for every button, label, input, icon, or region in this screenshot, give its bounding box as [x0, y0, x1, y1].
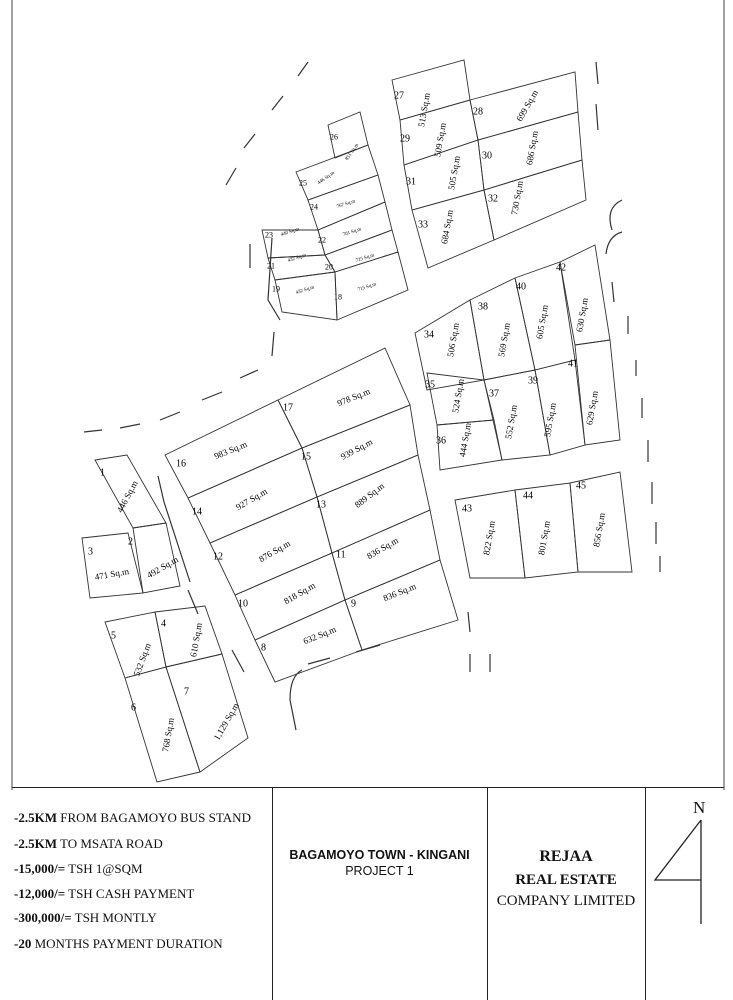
- plot-number: 30: [482, 150, 492, 162]
- plot-45: [570, 472, 632, 572]
- plot-number: 23: [265, 230, 273, 240]
- plot-area-label: 836 Sq.m: [365, 535, 400, 562]
- plot-area-label: 513 Sq.m: [416, 91, 432, 128]
- plot-37: [484, 370, 550, 460]
- plot-number: 44: [523, 490, 533, 502]
- plot-6: [125, 667, 200, 782]
- plot-number: 7: [184, 686, 189, 698]
- plot-16: [165, 400, 302, 498]
- plot-boundary: [296, 145, 378, 200]
- plot-area-label: 876 Sq.m: [257, 538, 292, 565]
- plot-area-label: 1,129 Sq.m: [211, 701, 241, 742]
- plot-number: 22: [318, 235, 326, 245]
- project-subtitle: PROJECT 1: [345, 864, 414, 878]
- plot-area-label: 629 Sq.m: [584, 389, 600, 426]
- plot-area-label: 505 Sq.m: [446, 154, 462, 191]
- plot-15: [301, 405, 418, 497]
- plot-30: [478, 112, 582, 190]
- plot-area-label: 836 Sq.m: [381, 581, 418, 604]
- plot-number: 32: [488, 193, 498, 205]
- info-line-2: -2.5KM TO MSATA ROAD: [14, 836, 163, 851]
- plot-area-label: 440 Sq.m: [280, 227, 301, 238]
- project-title: BAGAMOYO TOWN - KINGANI: [289, 848, 470, 862]
- plot-boundary: [125, 667, 200, 782]
- north-arrow-icon: [645, 814, 725, 934]
- plot-area-label: 978 Sq.m: [335, 386, 372, 409]
- plot-22: [318, 202, 392, 255]
- plot-area-label: 552 Sq.m: [503, 403, 519, 440]
- plot-25: [296, 145, 378, 200]
- plot-number: 38: [478, 301, 488, 313]
- plot-number: 11: [336, 549, 346, 561]
- plot-3: [82, 533, 143, 598]
- plot-40: [515, 262, 575, 370]
- plot-boundary: [317, 455, 430, 553]
- plot-4: [155, 606, 222, 667]
- plot-area-label: 715 Sq.m: [357, 282, 378, 293]
- info-line-3: -15,000/= TSH 1@SQM: [14, 861, 143, 876]
- plot-number: 1: [100, 467, 105, 479]
- plot-number: 13: [316, 499, 326, 511]
- plot-number: 39: [528, 375, 538, 387]
- plot-number: 10: [238, 598, 248, 610]
- plot-26: [328, 112, 368, 162]
- plot-area-label: 492 Sq.m: [145, 554, 180, 581]
- plot-44: [515, 483, 578, 578]
- plot-number: 31: [406, 176, 416, 188]
- info-panel: [10, 788, 273, 1000]
- plot-area-label: 446 Sq.m: [114, 478, 140, 515]
- plot-39: [528, 360, 585, 455]
- plot-boundary: [82, 533, 143, 598]
- plot-number: 6: [131, 702, 136, 714]
- plot-number: 34: [424, 329, 434, 341]
- plot-area-label: 506 Sq.m: [445, 321, 461, 358]
- plot-number: 2: [128, 536, 133, 548]
- plot-41: [568, 340, 620, 445]
- plot-boundary: [345, 560, 458, 650]
- plot-area-label: 471 Sq.m: [93, 566, 130, 582]
- plot-area-label: 446 Sq.m: [317, 170, 336, 187]
- plot-number: 33: [418, 219, 428, 231]
- plot-number: 41: [568, 358, 578, 370]
- north-panel: [645, 788, 725, 1000]
- plot-area-label: 725 Sq.m: [355, 253, 376, 264]
- plot-number: 40: [516, 281, 526, 293]
- plots-layer: [82, 60, 632, 782]
- plot-number: 26: [330, 132, 338, 142]
- plot-area-label: 818 Sq.m: [282, 580, 317, 607]
- plot-area-label: 432 Sq.m: [295, 285, 316, 296]
- plot-17: [278, 348, 410, 448]
- plot-number: 27: [394, 90, 404, 102]
- plot-area-label: 432 Sq.m: [287, 253, 308, 264]
- north-label: N: [693, 798, 706, 817]
- plot-area-label: 532 Sq.m: [131, 641, 153, 678]
- plot-31: [404, 140, 484, 210]
- plot-number: 17: [283, 402, 293, 414]
- company-panel: [487, 788, 646, 1000]
- company-line-3: COMPANY LIMITED: [496, 893, 636, 909]
- plot-13: [316, 455, 430, 553]
- plot-area-label: 768 Sq.m: [160, 716, 176, 753]
- plot-number: 4: [161, 618, 166, 630]
- plot-number: 35: [425, 379, 435, 391]
- plot-number: 36: [436, 435, 446, 447]
- info-line-6: -20 MONTHS PAYMENT DURATION: [14, 936, 223, 951]
- plot-area-label: 767 Sq.m: [336, 199, 357, 210]
- plot-33: [412, 190, 494, 268]
- plot-area-label: 595 Sq.m: [542, 401, 558, 438]
- plot-number: 12: [213, 551, 223, 563]
- plot-number: 45: [576, 480, 586, 492]
- plot-area-label: 610 Sq.m: [188, 621, 204, 658]
- plot-area-label: 822 Sq.m: [481, 519, 497, 556]
- plot-number: 16: [176, 458, 186, 470]
- plot-number: 9: [351, 598, 356, 610]
- info-line-1: -2.5KM FROM BAGAMOYO BUS STAND: [14, 810, 251, 825]
- plot-36: [436, 420, 502, 470]
- plot-number: 28: [473, 106, 483, 118]
- plot-32: [484, 160, 586, 240]
- plot-area-label: 632 Sq.m: [301, 624, 338, 647]
- plot-area-label: 889 Sq.m: [352, 480, 387, 510]
- plot-7: [166, 654, 248, 772]
- company-line-2: REAL ESTATE: [515, 872, 617, 888]
- plot-area-label: 701 Sq.m: [342, 227, 363, 238]
- plot-area-label: 927 Sq.m: [234, 486, 269, 513]
- plot-number: 5: [111, 630, 116, 642]
- plot-area-label: 851 Sq.m: [344, 143, 361, 162]
- plot-boundary: [332, 510, 440, 600]
- plot-number: 25: [299, 178, 307, 188]
- plot-number: 19: [272, 284, 280, 294]
- plot-18: [334, 252, 408, 320]
- info-line-5: -300,000/= TSH MONTLY: [14, 910, 157, 925]
- plot-number: 43: [462, 503, 472, 515]
- plot-area-label: 699 Sq.m: [514, 88, 541, 123]
- plot-34: [415, 300, 484, 390]
- plot-number: 37: [489, 388, 499, 400]
- plot-boundary: [155, 606, 222, 667]
- plot-area-label: 684 Sq.m: [439, 208, 455, 245]
- plot-27: [392, 60, 470, 128]
- plot-number: 20: [325, 262, 333, 272]
- plot-28: [470, 72, 578, 140]
- plot-11: [332, 510, 440, 600]
- plot-area-label: 801 Sq.m: [536, 519, 552, 556]
- plot-area-label: 939 Sq.m: [338, 436, 375, 462]
- plot-boundary: [210, 497, 332, 595]
- plot-number: 14: [192, 506, 202, 518]
- plot-area-label: 730 Sq.m: [509, 179, 525, 216]
- company-name: REJAA: [539, 848, 593, 865]
- plot-area-label: 569 Sq.m: [496, 321, 512, 358]
- title-panel: [272, 788, 488, 1000]
- plot-12: [210, 497, 332, 595]
- plot-number: 18: [334, 292, 342, 302]
- plot-number: 24: [310, 202, 318, 212]
- plot-38: [470, 278, 535, 380]
- plot-area-label: 524 Sq.m: [450, 377, 466, 414]
- plot-number: 3: [88, 546, 93, 558]
- info-line-4: -12,000/= TSH CASH PAYMENT: [14, 886, 195, 901]
- plot-area-label: 630 Sq.m: [574, 296, 590, 333]
- plot-number: 21: [267, 261, 275, 271]
- plot-2: [128, 523, 180, 593]
- plot-5: [105, 612, 166, 678]
- plot-area-label: 605 Sq.m: [534, 303, 550, 340]
- plot-14: [188, 448, 317, 543]
- plot-29: [400, 100, 478, 165]
- plot-number: 29: [400, 133, 410, 145]
- plot-boundary: [404, 140, 484, 210]
- plot-number: 8: [261, 642, 266, 654]
- plot-43: [455, 490, 525, 578]
- plot-number: 42: [556, 262, 566, 274]
- plot-boundary: [560, 245, 610, 345]
- plot-9: [345, 560, 458, 650]
- plot-area-label: 983 Sq.m: [212, 439, 249, 462]
- plot-boundary: [484, 160, 586, 240]
- plot-8: [255, 600, 362, 682]
- plot-42: [556, 245, 610, 345]
- plot-number: 15: [301, 451, 311, 463]
- plot-area-label: 444 Sq.m: [457, 421, 473, 458]
- plot-1: [95, 455, 166, 528]
- plot-35: [425, 373, 494, 425]
- plot-area-label: 509 Sq.m: [432, 121, 448, 158]
- plot-area-label: 686 Sq.m: [524, 129, 540, 166]
- plot-area-label: 856 Sq.m: [591, 511, 607, 548]
